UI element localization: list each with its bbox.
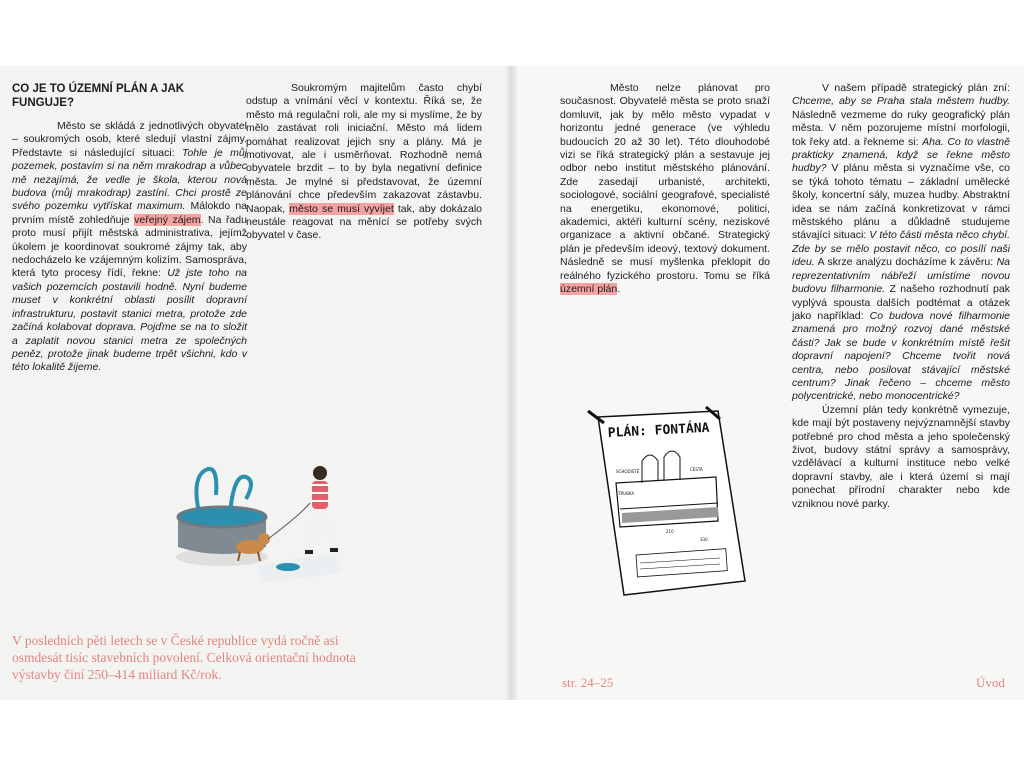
section-name: Úvod [976, 675, 1005, 690]
column-4-paragraph-1: V našem případě strategický plán zní: Chceme, aby se Praha stala městem hudby. Následně vezmeme do ruky geografický plán města. V něm pozorujeme místní morfologii, tok řeky atd. a řekneme si: Aha. Co to vlastně prakticky znamená, když se řekne město hudby? V plánu města si vyznačíme vše, co se týká tohoto tématu – základní umělecké školy, koncertní sály, muzea hudby. Abstraktní idea se nám začíná konkretizovat v rámci městského plánu a důkladně studujeme stávající situaci: V této části města něco chybí. Zde by se mělo postavit něco, co posílí naši ideu. A skrze analýzu docházíme k závěru: Na reprezentativním nábřeží umístíme novou budovu filharmonie. Z našeho rozhodnutí pak vyplývá spousta dalších podtémat a otázek jako například: Co budova nové filharmonie znamená pro možný rozvoj dané městské části? Jak se bude v konkrétním místě řešit dopravní napojení? Chceme tvořit nová centra, nebo posilovat stávající městské centrum? Jinak řečeno – chceme město polycentrické, nebo monocentrické? [792, 82, 1011, 403]
column-2 [246, 82, 482, 243]
section-heading: CO JE TO ÚZEMNÍ PLÁN A JAK FUNGUJE? [12, 83, 185, 109]
statistics-caption: V posledních pěti letech se v České republice vydá ročně asi osmdesát tisíc stavebních povolení. Celková orientační hodnota výstavby činí 250–414 miliard Kč/rok. [12, 633, 356, 682]
page-numbers: str. 24–25 [562, 675, 614, 690]
svg-text:210: 210 [666, 529, 674, 534]
sketch-title: PLÁN: FONTÁNA [607, 420, 710, 441]
column-1 [12, 82, 247, 375]
fountain-dog-walker-illustration [160, 455, 360, 595]
woman-figure [305, 466, 338, 554]
leash [268, 503, 310, 539]
puddle [276, 563, 300, 571]
highlight-city-must-develop: město se musí vyvíjet [289, 202, 394, 215]
column-4-paragraph-2: Územní plán tedy konkrétně vymezuje, kde mají být postaveny nejvýznamnější stavby potřebné pro chod města a jeho společenský život, budovy státní správy a samosprávy, vzdělávací a kulturní instituce nebo velké dopravní stavby, ale i která území si mají ponechat přírodní charakter nebo kde vzniknou nové parky. [792, 403, 1010, 510]
column-4 [792, 82, 1010, 511]
column-1-paragraph: Město se skládá z jednotlivých obyvatel – soukromých osob, které sledují vlastní zájmy. Představte si následující situaci: Tohle je můj pozemek, postavím si na něm mrakodrap a vůbec mě nezajímá, že vedle je škola, kterou nová budova (můj mrakodrap) zastíní. Chci prostě ze svého pozemku vytřískat maximum. Málokdo na prvním místě zohledňuje veřejný zájem. Na řadu proto musí přijít městská administrativa, jejímž úkolem je koordinovat soukromé zájmy tak, aby nedocházelo ke vzájemným kolizím. Samospráva, která tyto procesy řídí, řekne: Už jste toho na vašich pozemcích postavili hodně. Nyní budeme muset v konkrétní oblasti posílit dopravní infrastrukturu, postavit stanici metra, protože zde začíná kolabovat doprava. Pojďme se na to složit a zaplatit novou stanici metra ze společných peněz, protože jinak budeme trpět všichni, kdo v této lokalitě žijeme. [12, 120, 248, 374]
book-gutter [505, 66, 519, 700]
column-2-paragraph: Soukromým majitelům často chybí odstup a vnímání věcí v kontextu. Říká se, že město má regulační roli, ale my si myslíme, že by mělo zastávat roli iniciační. Město má lidem pomáhat realizovat jejich sny a plány. Má je motivovat, ale i usměrňovat. Rozhodně nemá obyvatele brzdit – to by byla negativní definice města. Je mylné si představovat, že územní plánování chce především zakazovat zástavbu. Naopak, město se musí vyvíjet tak, aby dokázalo neustále reagovat na měnící se potřeby svých obyvatel v čase. [246, 82, 483, 242]
column-3 [560, 82, 770, 297]
svg-text:CESTA: CESTA [690, 467, 703, 472]
svg-text:TRUBKA: TRUBKA [618, 491, 635, 496]
highlight-public-interest: veřejný zájem [134, 213, 201, 226]
svg-text:330: 330 [700, 537, 708, 542]
svg-text:SCHODIŠTĚ: SCHODIŠTĚ [616, 469, 640, 474]
column-3-paragraph: Město nelze plánovat pro současnost. Obyvatelé města se proto snaží domluvit, jak by mělo město vypadat v horizontu jedné generace (ve výhledu budoucích 20 až 30 let). Této dlouhodobé vizi se říká strategický plán a sestavuje jej odbor nebo institut městského plánování. Zde zasedají urbanisté, architekti, sociologové, sociální geografové, specialisté na energetiku, ekonomové, politici, akademici, aktéři kulturní scény, neziskové organizace a aktivní občané. Strategický plán je především ideový, textový dokument. Následně se musí myšlenka překlopit do reálného fyzického prostoru. Tomu se říká územní plán. [560, 82, 770, 296]
fountain-plan-sketch [580, 405, 755, 600]
fountain-water [178, 507, 266, 527]
highlight-zoning-plan: územní plán [560, 283, 618, 296]
